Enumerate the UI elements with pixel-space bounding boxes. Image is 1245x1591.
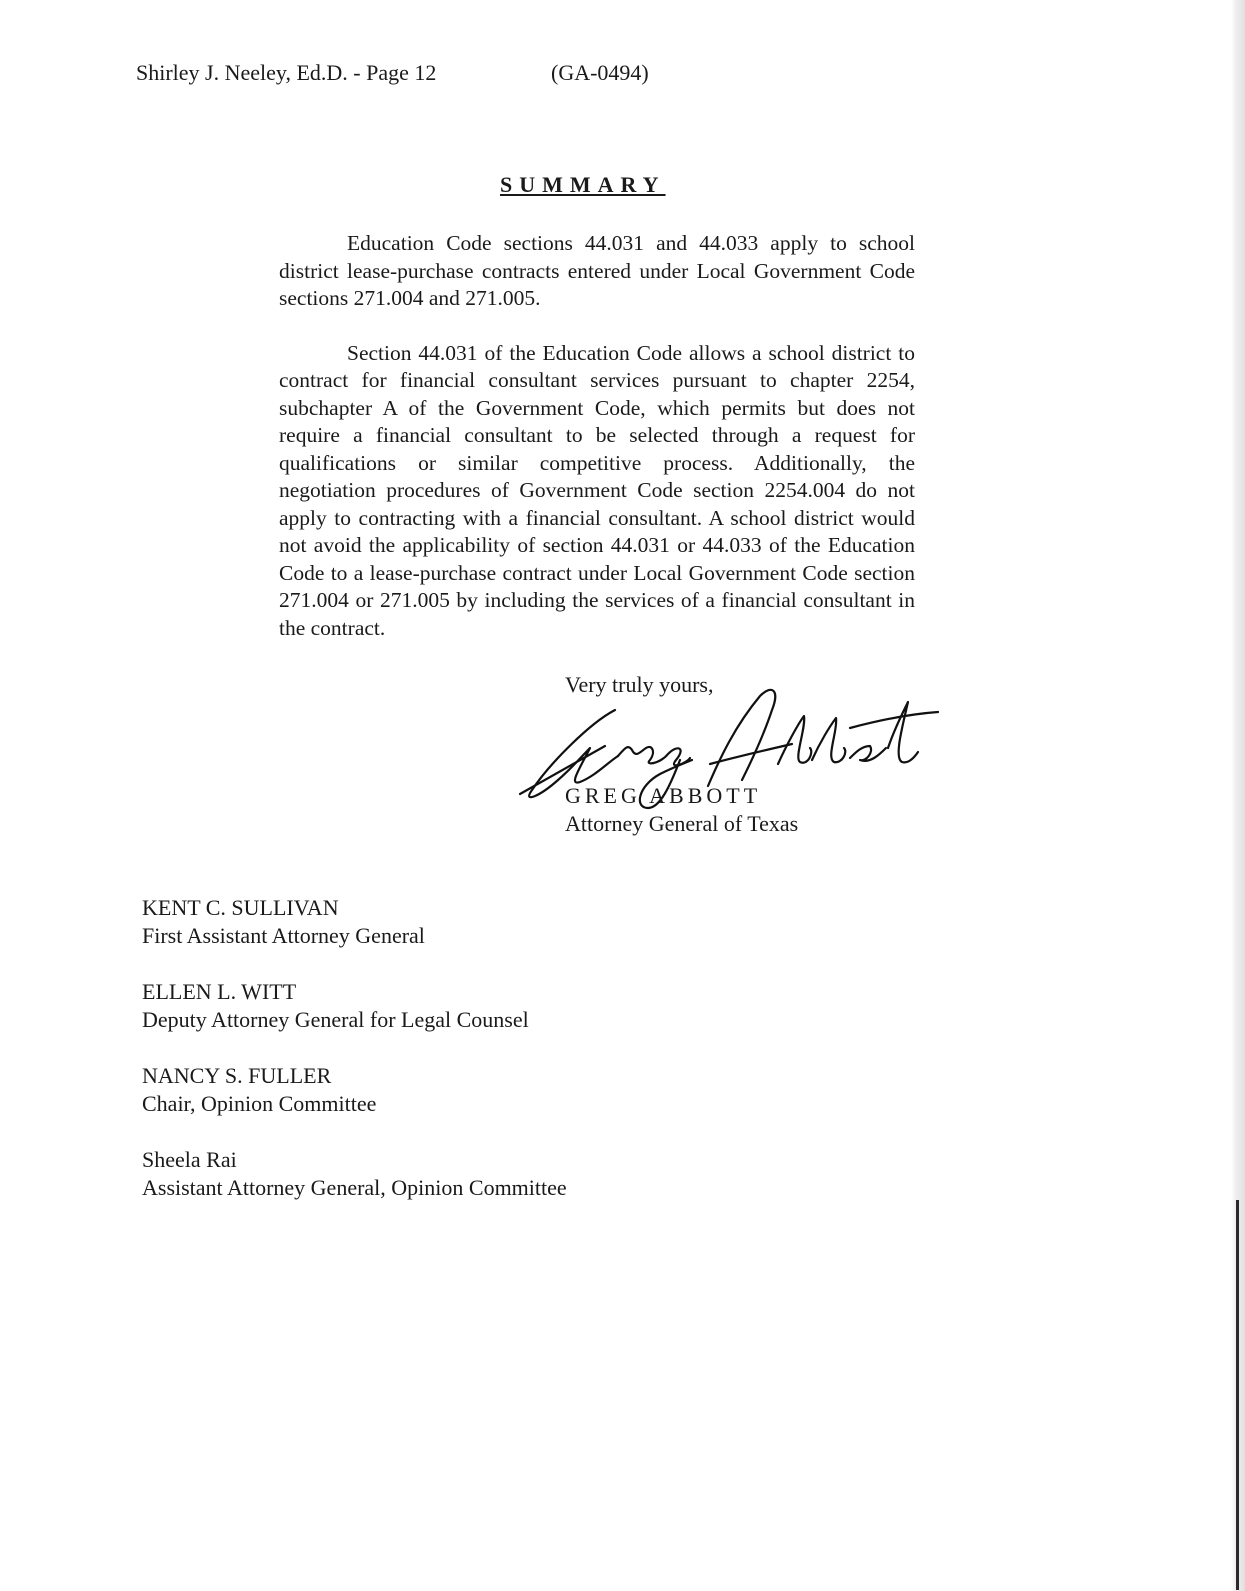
summary-heading: SUMMARY [500,172,666,197]
signer-name: GREG ABBOTT [565,783,762,808]
summary-paragraph: Education Code sections 44.031 and 44.033 apply to school district lease-purchase contracts entered under Local Government Code sections 271.004 and 271.005. [279,231,915,310]
staff-entry [142,978,567,1034]
staff-name: KENT C. SULLIVAN [142,895,339,920]
signer-title: Attorney General of Texas [565,811,799,836]
staff-name: ELLEN L. WITT [142,979,297,1004]
scan-edge-line [1236,1200,1239,1590]
staff-title: Deputy Attorney General for Legal Counsel [142,1007,529,1032]
running-title: Shirley J. Neeley, Ed.D. - Page 12 [136,60,437,85]
page-header [136,60,649,86]
staff-entry [142,1146,567,1202]
staff-title: Chair, Opinion Committee [142,1091,377,1116]
closing-salutation: Very truly yours, [565,672,714,697]
staff-name: NANCY S. FULLER [142,1063,332,1088]
staff-title: Assistant Attorney General, Opinion Committee [142,1175,567,1200]
staff-name: Sheela Rai [142,1147,237,1172]
opinion-number: (GA-0494) [551,60,649,85]
staff-entry [142,894,567,950]
summary-paragraph: Section 44.031 of the Education Code allows a school district to contract for financial consultant services pursuant to chapter 2254, subchapter A of the Government Code, which permits but does not require a financial consultant to be selected through a request for qualifications or similar competitive process. Additionally, the negotiation procedures of Government Code section 2254.004 do not apply to contracting with a financial consultant. A school district would not avoid the applicability of section 44.031 or 44.033 of the Education Code to a lease-purchase contract under Local Government Code section 271.004 or 271.005 by including the services of a financial consultant in the contract. [279,340,915,640]
staff-entry [142,1062,567,1118]
summary-body [279,230,915,669]
staff-list [142,894,567,1230]
staff-title: First Assistant Attorney General [142,923,425,948]
